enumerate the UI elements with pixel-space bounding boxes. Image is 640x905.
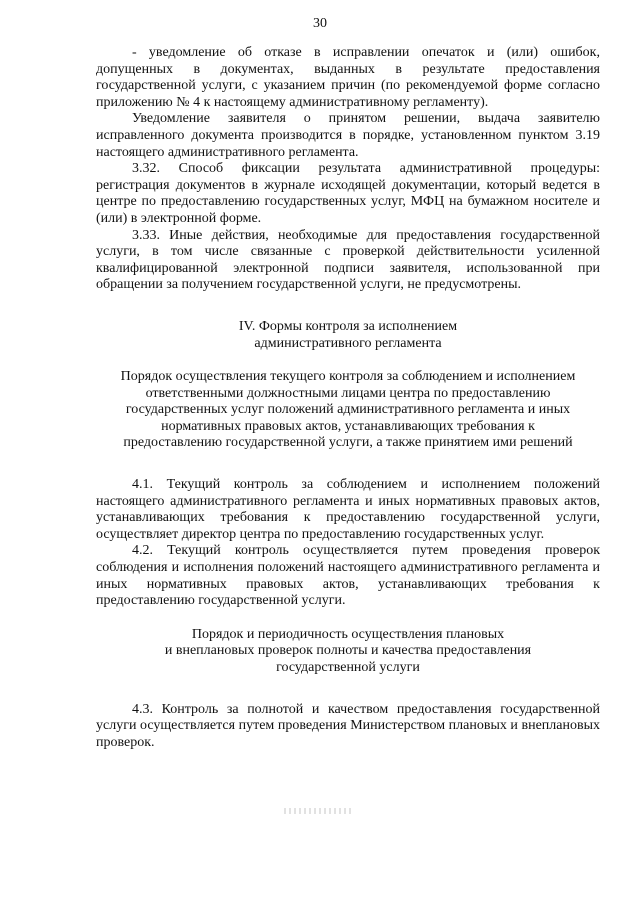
subheading-current-control	[96, 369, 600, 452]
scan-artifact	[284, 808, 354, 814]
subheading-line: Порядок и периодичность осуществления плановых	[191, 626, 505, 642]
subheading-line: Порядок осуществления текущего контроля за соблюдением и исполнением	[120, 369, 576, 385]
paragraph-3-33: 3.33. Иные действия, необходимые для предоставления государственной услуги, в том числе связанные с проверкой действительности усиленной квалифицированной электронной подписи заявителя, использованной при обращении за получением государственной услуги, не предусмотрены.	[96, 227, 600, 293]
page-number: 30	[313, 16, 327, 31]
paragraph-rejection-notice: - уведомление об отказе в исправлении опечаток и (или) ошибок, допущенных в документах, выданных в результате предоставления государственной услуги, с указанием причин (по рекомендуемой форме согласно приложению № 4 к настоящему административному регламенту).	[96, 45, 600, 110]
paragraph-3-32: 3.32. Способ фиксации результата административной процедуры: регистрация документов в журнале исходящей документации, который ведется в центре по предоставлению государственных услуг, МФЦ на бумажном носителе и (или) в электронной форме.	[96, 161, 600, 226]
paragraph-4-1: 4.1. Текущий контроль за соблюдением и исполнением положений настоящего административного регламента и иных нормативных правовых актов, устанавливающих требования к предоставлению государственной услуги, осуществляет директор центра по предоставлению государственных услуг.	[96, 477, 600, 542]
subheading-inspections	[96, 627, 600, 677]
subheading-line: предоставлению государственной услуги, а также принятием ими решений	[123, 435, 573, 451]
section-title-line: административного регламента	[254, 335, 442, 351]
document-body	[96, 45, 600, 751]
subheading-line: и внеплановых проверок полноты и качества предоставления	[164, 643, 532, 659]
subheading-line: государственной услуги	[276, 660, 420, 675]
subheading-line: государственных услуг положений административного регламента и иных	[125, 402, 571, 418]
subheading-line: ответственными должностными лицами центра по предоставлению	[145, 385, 551, 401]
paragraph-4-3: 4.3. Контроль за полнотой и качеством предоставления государственной услуги осуществляется путем проведения Министерством плановых и внеплановых проверок.	[96, 701, 600, 750]
paragraph-applicant-notification: Уведомление заявителя о принятом решении, выдача заявителю исправленного документа производится в порядке, установленном пунктом 3.19 настоящего административного регламента.	[96, 111, 600, 160]
subheading-line: нормативных правовых актов, устанавливающих требования к	[161, 418, 535, 434]
paragraph-4-2: 4.2. Текущий контроль осуществляется путем проведения проверок соблюдения и исполнения положений настоящего административного регламента и иных нормативных правовых актов, устанавливающих требования к предоставлению государственной услуги.	[96, 543, 600, 609]
section-title-line: IV. Формы контроля за исполнением	[238, 318, 458, 334]
section-title	[96, 319, 600, 352]
